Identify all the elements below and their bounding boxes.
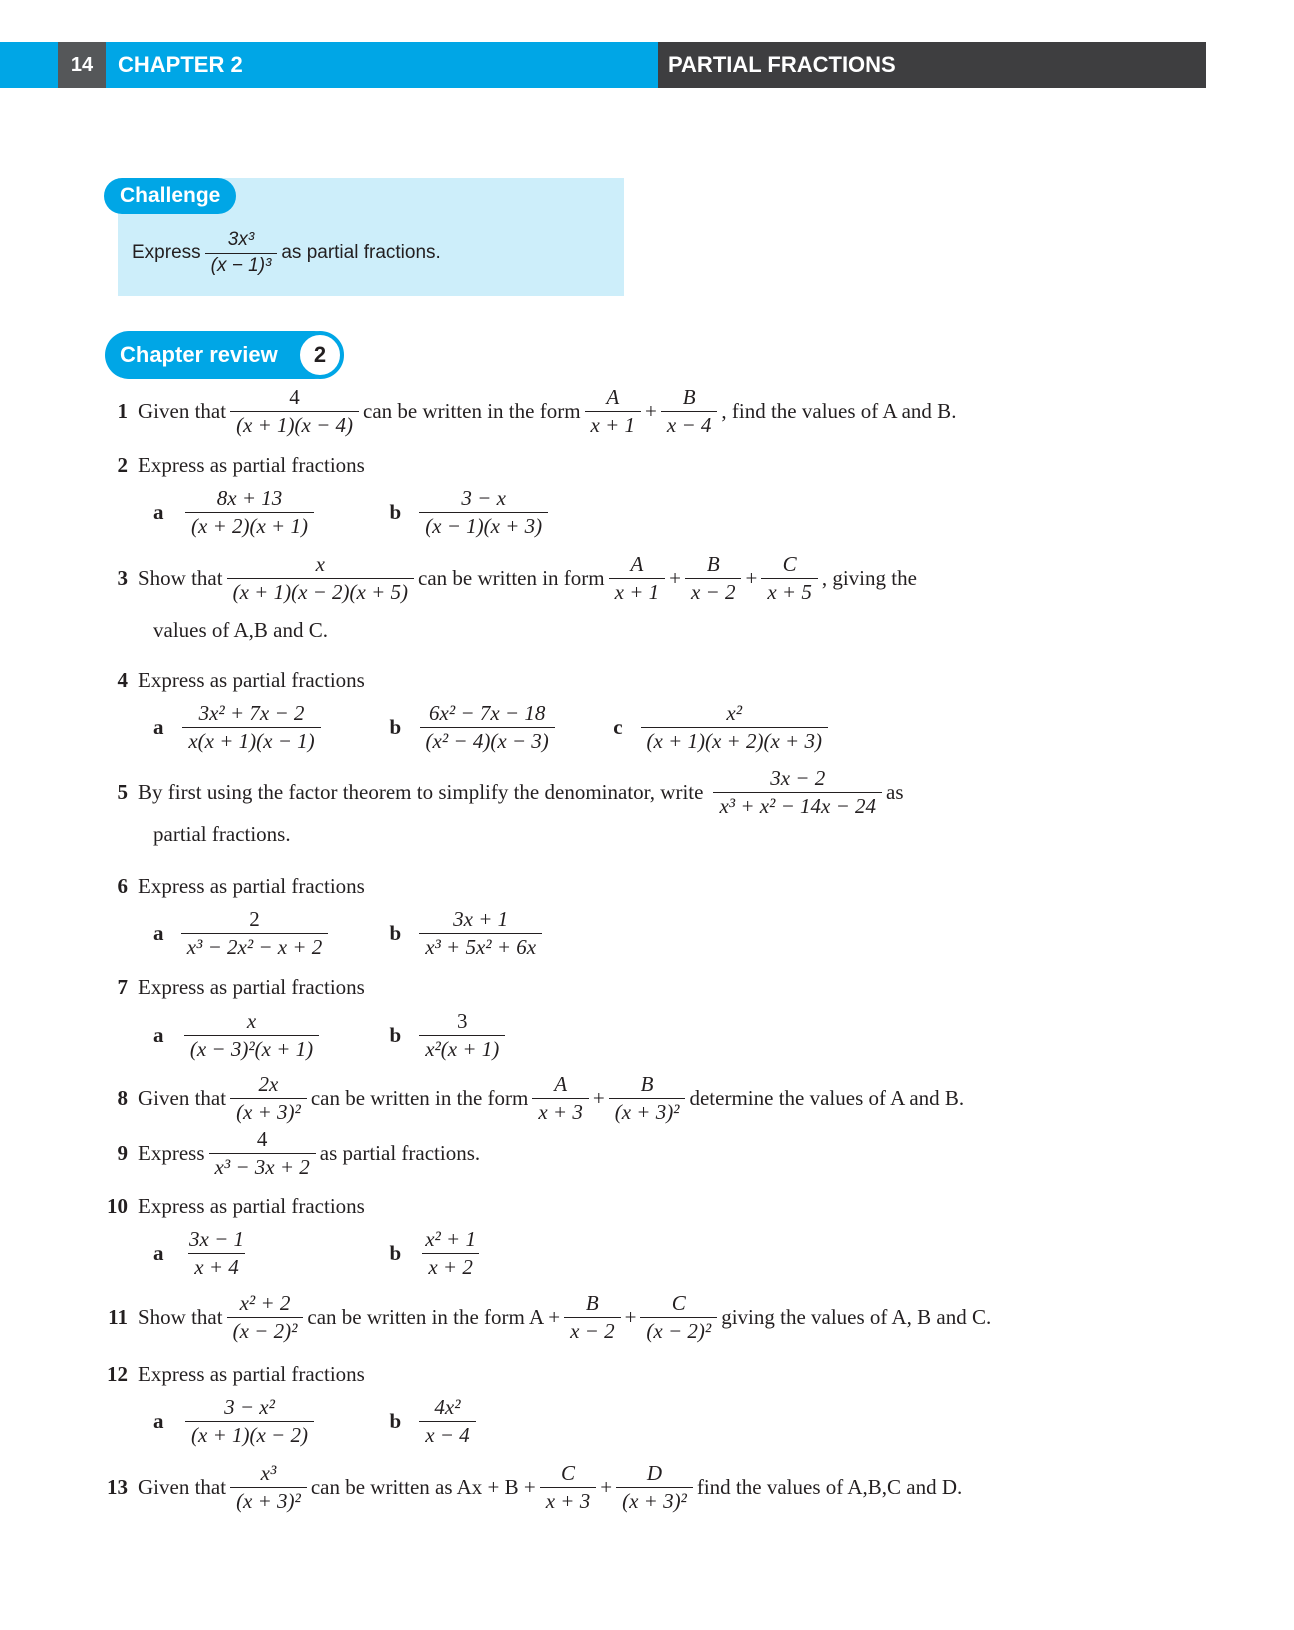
part-label: b (389, 1409, 402, 1434)
fraction-denominator: (x² − 4)(x − 3) (420, 727, 555, 753)
question-11: 11 Show that $\frac{\text{x² + 2}}{\text{(x − 2)²}}$ can be written in the form A + $\frac{B}{x - 2}$ + $\frac{C}{\text{(x − 2)²}}$ giving the values of A, B and C. (88, 1292, 991, 1343)
fraction-denominator: x + 2 (422, 1253, 479, 1279)
question-4: 4 Express as partial fractions (88, 668, 365, 693)
fraction-numerator: 3x − 2 (770, 766, 826, 790)
fraction-numerator: B (682, 385, 696, 409)
question-13: 13 Given that $\frac{\text{x³}}{\text{(x + 3)²}}$ can be written as Ax + B + $\frac{C}{x + 3}$ + $\frac{D}{\text{(x + 3)²}}$ find the values of A,B,C and D. (88, 1462, 962, 1513)
challenge-fraction (205, 230, 278, 277)
fraction-denominator: x³ − 3x + 2 (209, 1153, 316, 1179)
fraction-numerator: 3x + 1 (453, 907, 509, 931)
question-number: 13 (107, 1475, 128, 1500)
fraction (564, 1292, 621, 1343)
fraction-numerator: B (640, 1072, 654, 1096)
challenge-suffix: as partial fractions. (281, 242, 441, 264)
fraction-denominator: (x + 1)(x − 4) (230, 411, 359, 437)
question-10: 10 Express as partial fractions (88, 1194, 365, 1219)
part-label: a (153, 921, 164, 946)
fraction-numerator: 4 (256, 1127, 268, 1151)
fraction (419, 702, 555, 753)
challenge-text (132, 230, 441, 277)
question-number: 7 (117, 975, 128, 999)
fraction (227, 1292, 304, 1343)
fraction-numerator: C (671, 1291, 686, 1315)
question-10-parts (153, 1228, 486, 1279)
fraction (641, 702, 828, 753)
fraction (685, 553, 742, 604)
part-label: b (389, 921, 402, 946)
part-label: c (613, 715, 623, 740)
fraction-numerator: x³ (260, 1461, 277, 1485)
fraction-numerator: A (630, 552, 644, 576)
fraction-denominator: (x + 3)² (230, 1098, 307, 1124)
fraction (540, 1462, 597, 1513)
fraction-denominator: (x + 3)² (230, 1487, 307, 1513)
question-4-parts (153, 702, 832, 753)
chapter-label: CHAPTER 2 (118, 52, 243, 77)
question-12-parts (153, 1396, 480, 1447)
question-number: 1 (117, 399, 128, 424)
challenge-prefix: Express (132, 242, 201, 264)
fraction-denominator: (x + 3)² (616, 1487, 693, 1513)
fraction-numerator: 4 (289, 385, 300, 409)
question-number: 8 (117, 1086, 128, 1111)
question-5: 5 By first using the factor theorem to simplify the denominator, write $\frac{3x - 2}{\text{x³ + x² − 14x − 24}}$ as (88, 767, 904, 818)
part-label: b (389, 715, 402, 740)
question-1: 1 Given that $\frac{4}{(x + 1)(x - 4)}$ can be written in the form $\frac{A}{x + 1}$ + $\frac{B}{x - 4}$ , find the values of A and B. (88, 386, 956, 437)
question-number: 3 (117, 566, 128, 591)
fraction-denominator: (x − 2)² (640, 1317, 717, 1343)
question-number: 5 (117, 780, 128, 805)
question-number: 6 (117, 874, 128, 898)
fraction-numerator: A (606, 385, 620, 409)
question-number: 12 (107, 1362, 128, 1386)
fraction (227, 553, 414, 604)
question-12: 12 Express as partial fractions (88, 1362, 365, 1387)
part-label: a (153, 500, 164, 525)
page-header (0, 42, 1206, 88)
question-8: 8 Given that $\frac{2x}{\text{(x + 3)²}}$ can be written in the form $\frac{A}{x + 3}$ + $\frac{B}{\text{(x + 3)²}}$ determine the values of A and B. (88, 1073, 964, 1124)
fraction-numerator: 3 − x (461, 486, 506, 510)
fraction-denominator: (x − 1)³ (205, 253, 278, 277)
fraction-denominator: x + 4 (188, 1253, 245, 1279)
page-number: 14 (58, 42, 106, 88)
fraction (419, 487, 548, 538)
fraction (532, 1073, 589, 1124)
fraction (661, 386, 718, 437)
part-label: a (153, 1241, 164, 1266)
fraction-denominator: (x − 3)²(x + 1) (184, 1035, 319, 1061)
fraction-numerator: C (560, 1461, 575, 1485)
fraction (713, 767, 882, 818)
fraction-numerator: 3x³ (227, 229, 255, 250)
fraction-numerator: 8x + 13 (216, 486, 283, 510)
question-2-parts (153, 487, 552, 538)
fraction-numerator: A (554, 1072, 568, 1096)
fraction (182, 1228, 252, 1279)
question-number: 11 (108, 1305, 128, 1330)
fraction (609, 553, 666, 604)
fraction (230, 1462, 307, 1513)
part-label: a (153, 715, 164, 740)
question-number: 10 (107, 1194, 128, 1218)
fraction-numerator: 4x² (434, 1395, 461, 1419)
fraction (616, 1462, 693, 1513)
fraction (230, 1073, 307, 1124)
fraction-denominator: x²(x + 1) (419, 1035, 505, 1061)
question-5-cont: partial fractions. (153, 822, 291, 846)
fraction (640, 1292, 717, 1343)
fraction-denominator: (x − 1)(x + 3) (419, 512, 548, 538)
fraction (182, 1010, 322, 1061)
question-3: 3 Show that $\frac{x}{(x + 1)(x - 2)(x + 5)}$ can be written in form $\frac{A}{x + 1}$ + $\frac{B}{x - 2}$ + $\frac{C}{x + 5}$ , giving the (88, 553, 917, 604)
fraction-numerator: x² + 1 (425, 1227, 476, 1251)
fraction (585, 386, 642, 437)
fraction-denominator: x − 2 (564, 1317, 621, 1343)
fraction-numerator: 3x² + 7x − 2 (198, 701, 305, 725)
question-7: 7 Express as partial fractions (88, 975, 365, 1000)
fraction-denominator: x³ + 5x² + 6x (419, 933, 542, 959)
fraction-denominator: (x + 2)(x + 1) (185, 512, 314, 538)
fraction-denominator: (x − 2)² (227, 1317, 304, 1343)
fraction (419, 1396, 476, 1447)
question-number: 4 (117, 668, 128, 692)
fraction (182, 702, 322, 753)
chapter-review-number: 2 (296, 331, 344, 379)
fraction-denominator: x + 1 (585, 411, 642, 437)
fraction (419, 908, 542, 959)
fraction-denominator: x³ + x² − 14x − 24 (713, 792, 882, 818)
fraction-numerator: x (246, 1009, 257, 1033)
question-6: 6 Express as partial fractions (88, 874, 365, 899)
part-label: a (153, 1409, 164, 1434)
fraction-denominator: x(x + 1)(x − 1) (182, 727, 320, 753)
fraction (182, 1396, 318, 1447)
fraction-denominator: x + 5 (761, 578, 818, 604)
fraction-numerator: x² (726, 701, 743, 725)
fraction-denominator: x + 3 (540, 1487, 597, 1513)
question-7-parts (153, 1010, 509, 1061)
fraction-denominator: x − 2 (685, 578, 742, 604)
fraction (209, 1128, 316, 1179)
fraction-denominator: (x + 1)(x + 2)(x + 3) (641, 727, 828, 753)
question-9: 9 Express $\frac{4}{\text{x³ − 3x + 2}}$ as partial fractions. (88, 1128, 480, 1179)
fraction-numerator: 2 (249, 907, 260, 931)
fraction-numerator: 3x − 1 (189, 1227, 244, 1251)
part-label: b (389, 1241, 402, 1266)
fraction-denominator: x + 3 (532, 1098, 589, 1124)
challenge-label: Challenge (104, 178, 236, 214)
fraction-denominator: x³ − 2x² − x + 2 (181, 933, 329, 959)
fraction (230, 386, 359, 437)
fraction-numerator: 6x² − 7x − 18 (429, 701, 546, 725)
fraction (182, 908, 328, 959)
fraction-numerator: B (706, 552, 720, 576)
fraction (419, 1010, 505, 1061)
fraction-denominator: (x + 1)(x − 2) (185, 1421, 314, 1447)
part-label: b (389, 500, 402, 525)
fraction-denominator: x − 4 (661, 411, 718, 437)
part-label: a (153, 1023, 164, 1048)
fraction-numerator: x (315, 552, 325, 576)
fraction (609, 1073, 686, 1124)
question-2: 2 Express as partial fractions (88, 453, 365, 478)
question-3-cont: values of A,B and C. (153, 618, 328, 642)
question-number: 2 (117, 453, 128, 477)
fraction-denominator: x − 4 (419, 1421, 476, 1447)
question-number: 9 (117, 1141, 128, 1166)
fraction-denominator: x + 1 (609, 578, 666, 604)
fraction-numerator: x² + 2 (239, 1291, 291, 1315)
fraction (419, 1228, 482, 1279)
fraction-numerator: 2x (258, 1072, 279, 1096)
question-6-parts (153, 908, 546, 959)
fraction-numerator: 3 − x² (224, 1395, 275, 1419)
fraction-numerator: C (782, 552, 797, 576)
fraction-denominator: (x + 1)(x − 2)(x + 5) (227, 578, 414, 604)
fraction-numerator: D (646, 1461, 663, 1485)
fraction-numerator: B (585, 1291, 599, 1315)
chapter-title: PARTIAL FRACTIONS (668, 52, 896, 77)
chapter-review-label: Chapter review (105, 331, 338, 379)
part-label: b (389, 1023, 402, 1048)
fraction (761, 553, 818, 604)
fraction-numerator: 3 (456, 1009, 468, 1033)
fraction (182, 487, 318, 538)
fraction-denominator: (x + 3)² (609, 1098, 686, 1124)
